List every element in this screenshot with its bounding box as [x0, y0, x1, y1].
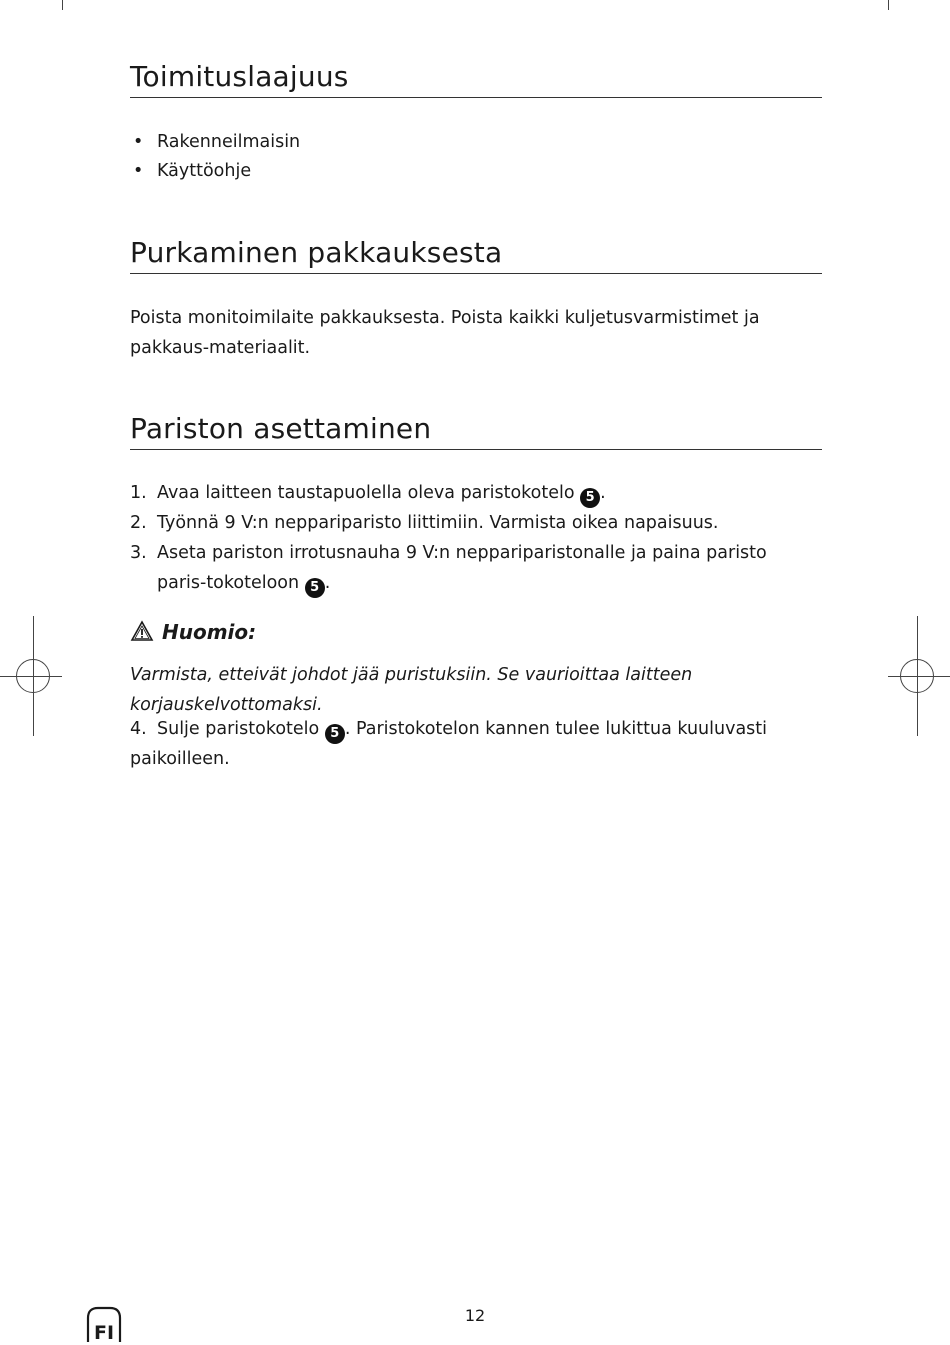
battery-steps: [130, 478, 820, 598]
list-item: 1. Avaa laitteen taustapuolella oleva paristokotelo 5 .: [130, 478, 820, 508]
delivery-list: [133, 128, 300, 186]
page-number: 12: [464, 1306, 486, 1325]
warning-text: Varmista, etteivät johdot jää puristuksiin. Se vaurioittaa laitteen korjauskelvottomaksi.: [130, 665, 693, 715]
section-title-unpacking: Purkaminen pakkauksesta: [130, 236, 822, 274]
list-item: 3. Aseta pariston irrotusnauha 9 V:n neppariparistonalle ja paina paristo paris-tokoteloon 5 .: [130, 538, 820, 598]
section-title-delivery: Toimituslaajuus: [130, 60, 822, 98]
list-item: • Käyttöohje: [133, 161, 252, 181]
warning-triangle-icon: [130, 620, 154, 642]
crop-mark-top-right: [888, 0, 889, 10]
language-code-badge: [86, 1306, 122, 1342]
part-reference-badge: 5: [305, 578, 325, 598]
list-item: 2. Työnnä 9 V:n neppariparisto liittimiin. Varmista oikea napaisuus.: [130, 513, 719, 533]
step-4: 4. Sulje paristokotelo 5 . Paristokotelon kannen tulee lukittua kuuluvasti paikoilleen.: [130, 719, 768, 769]
registration-mark-left: [16, 659, 50, 693]
language-code: FI: [93, 1322, 115, 1342]
registration-mark-right: [900, 659, 934, 693]
list-item: • Rakenneilmaisin: [133, 132, 301, 152]
crop-mark-top-left: [62, 0, 63, 10]
unpacking-text: Poista monitoimilaite pakkauksesta. Poista kaikki kuljetusvarmistimet ja pakkaus-materiaalit.: [130, 308, 760, 358]
part-reference-badge: 5: [325, 724, 345, 744]
warning-heading: Huomio:: [130, 620, 256, 644]
section-title-battery: Pariston asettaminen: [130, 412, 822, 450]
part-reference-badge: 5: [580, 488, 600, 508]
